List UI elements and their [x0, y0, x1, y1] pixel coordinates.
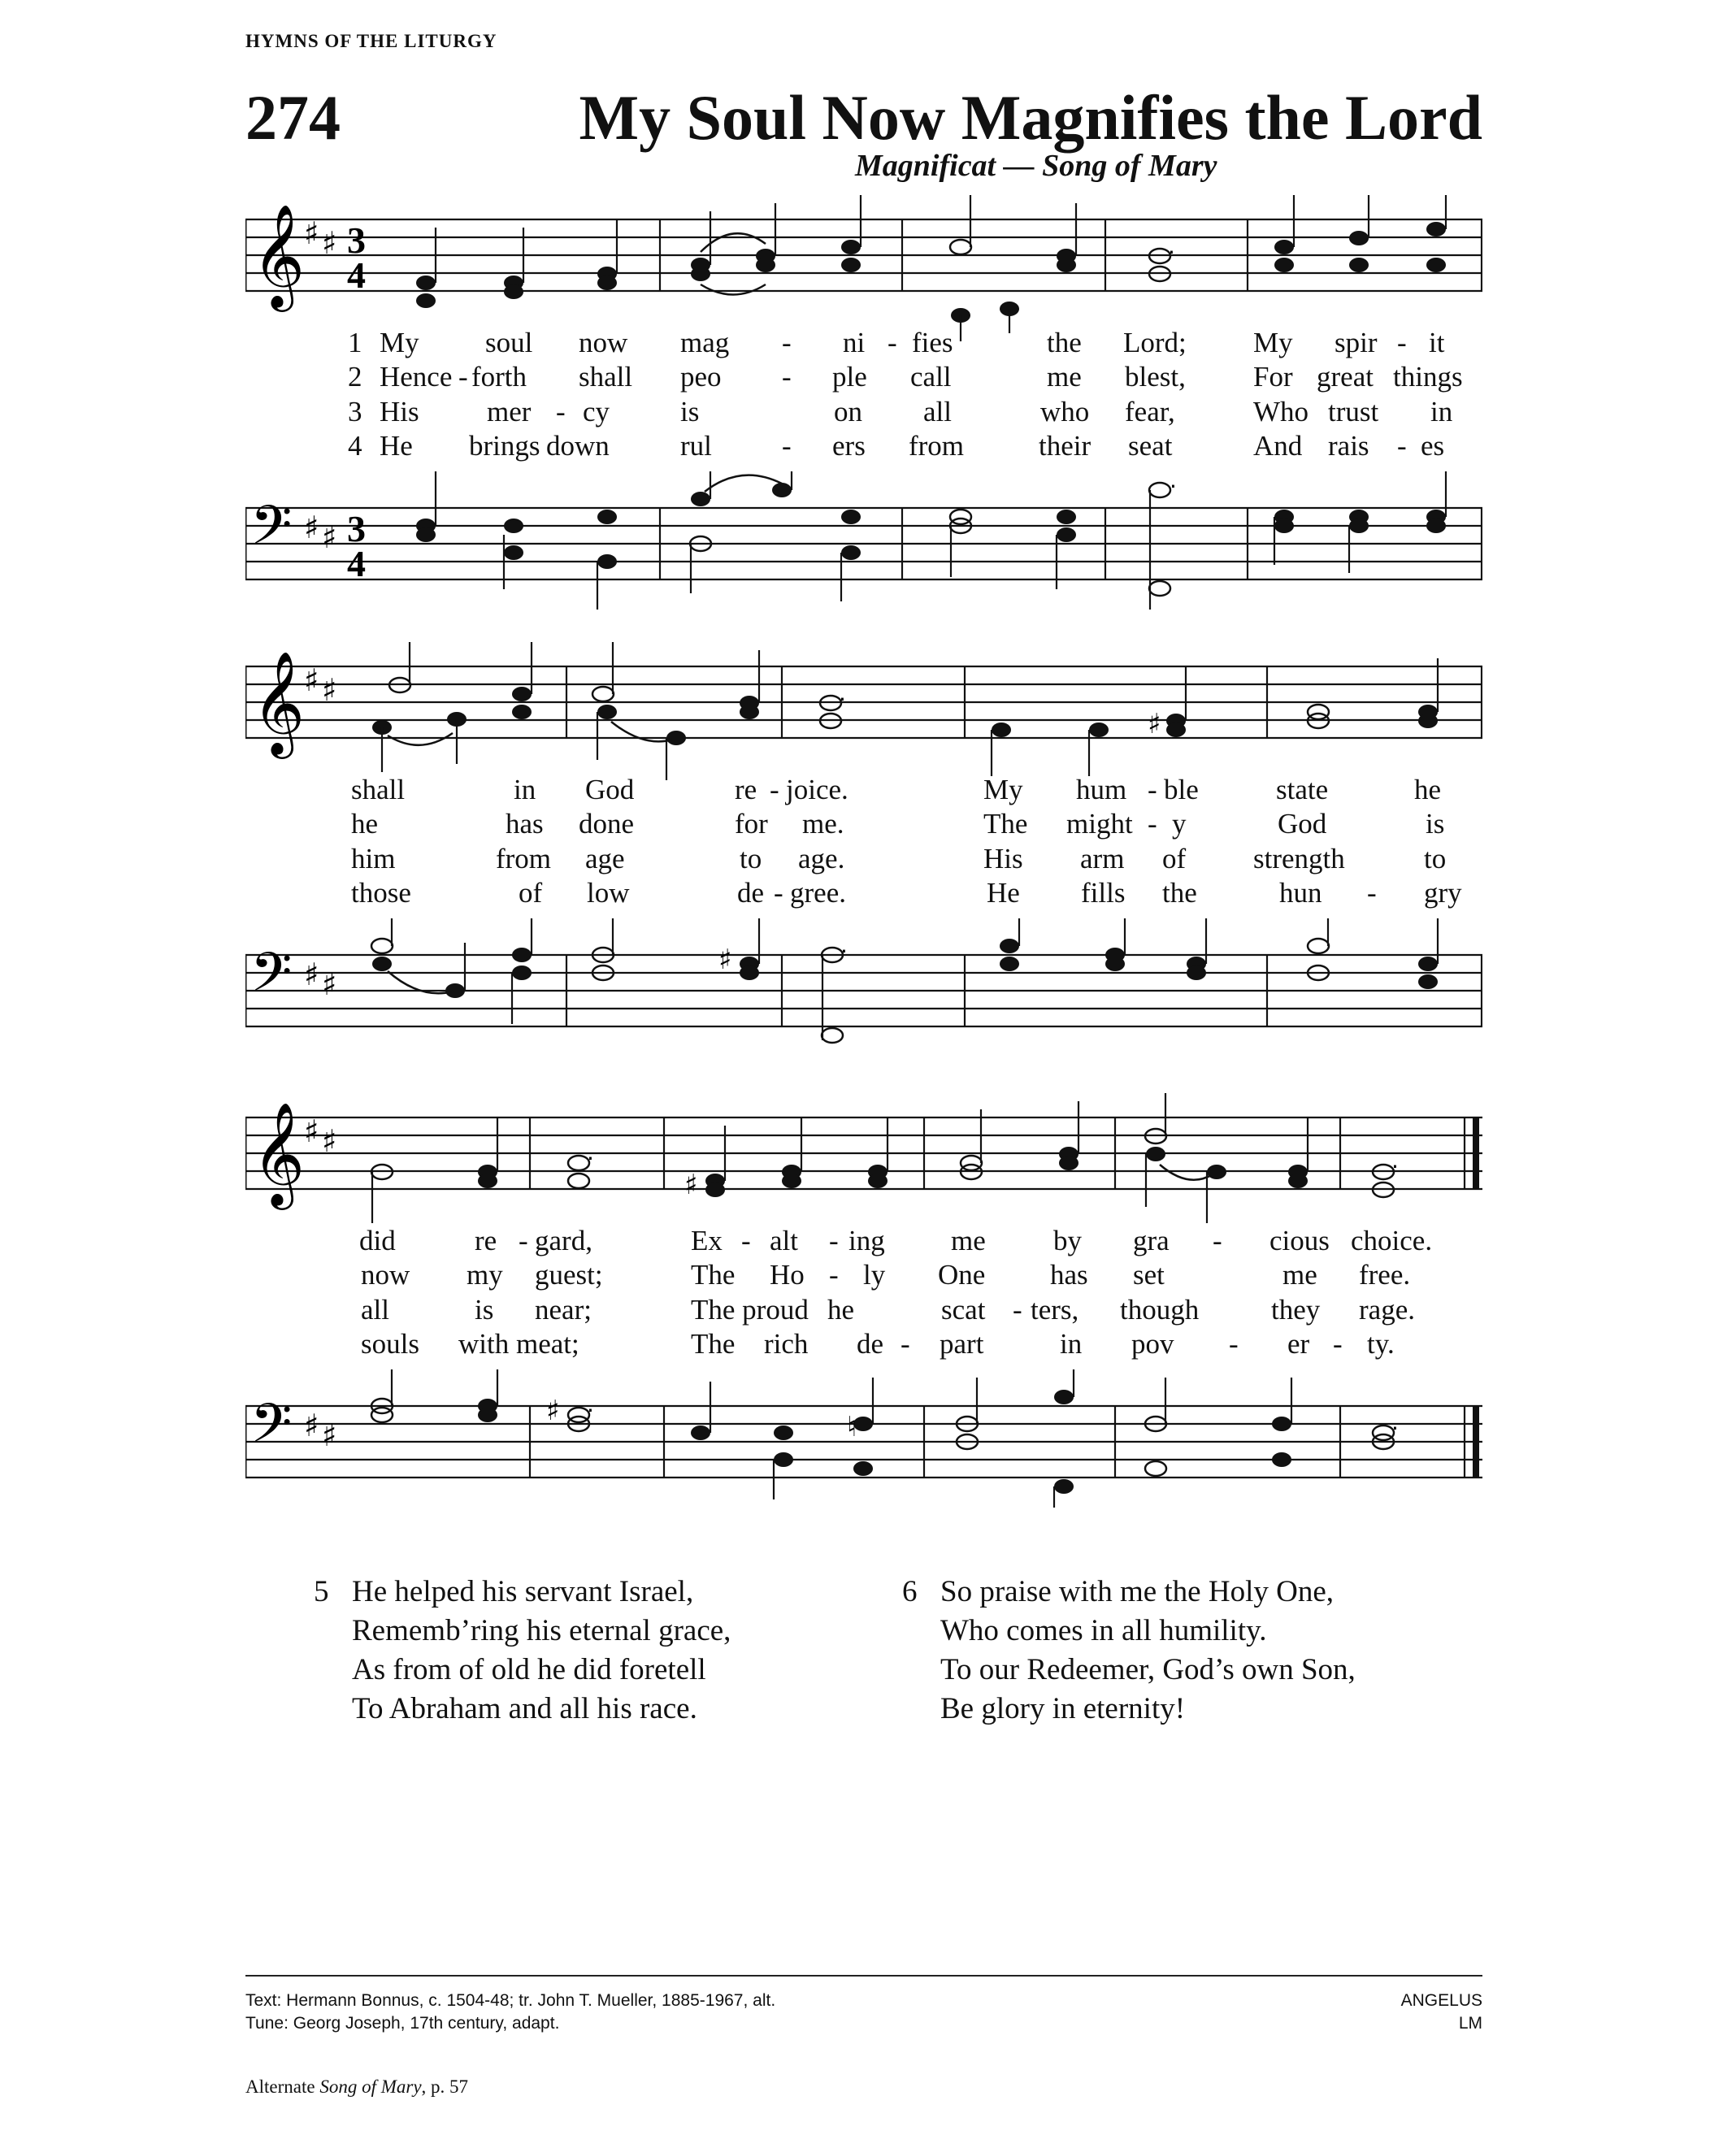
lyric-syllable: set [1133, 1259, 1165, 1291]
lyric-line [245, 1225, 1482, 1261]
svg-text:♯: ♯ [322, 1123, 337, 1159]
svg-text:♯: ♯ [322, 1417, 337, 1453]
svg-text:·: · [1170, 473, 1177, 500]
music-system-3 [245, 1093, 1482, 1508]
svg-text:4: 4 [347, 254, 366, 296]
lyric-syllable: My [380, 327, 419, 358]
svg-text:♯: ♯ [322, 519, 337, 555]
lyric-syllable: pov [1131, 1328, 1174, 1360]
lyric-syllable: blest, [1125, 361, 1186, 393]
lyric-syllable: ers [832, 430, 866, 462]
verse-number: 4 [348, 430, 362, 462]
stanza-line: So praise with me the Holy One, [940, 1575, 1334, 1608]
svg-text:♯: ♯ [304, 1408, 319, 1443]
lyric-line [245, 877, 1482, 913]
svg-text:·: · [587, 1397, 594, 1424]
lyric-syllable: brings [469, 430, 540, 462]
lyric-syllable: who [1040, 396, 1090, 427]
lyric-syllable: on [834, 396, 862, 427]
stanza-number: 6 [902, 1575, 918, 1608]
lyric-syllable: y [1172, 808, 1187, 840]
lyric-syllable: he [1414, 774, 1442, 805]
lyric-syllable: ble [1164, 774, 1199, 805]
lyric-syllable: gree. [790, 877, 846, 909]
hymn-subtitle: Magnificat — Song of Mary [855, 149, 1217, 183]
lyric-syllable: - [1397, 430, 1407, 462]
lyric-syllable: - [829, 1259, 839, 1291]
lyric-syllable: ters, [1031, 1294, 1079, 1326]
lyric-line [245, 843, 1482, 879]
lyric-syllable: - [556, 396, 566, 427]
lyric-syllable: The [983, 808, 1028, 840]
lyric-syllable: fear, [1125, 396, 1175, 427]
lyric-line [245, 1294, 1482, 1330]
lyric-syllable: me [1282, 1259, 1317, 1291]
lyric-syllable: His [380, 396, 419, 427]
alternate-prefix: Alternate [245, 2076, 315, 2097]
lyric-syllable: things [1393, 361, 1463, 393]
lyric-syllable: choice. [1351, 1225, 1433, 1256]
lyric-syllable: is [680, 396, 700, 427]
lyric-syllable: mag [680, 327, 730, 358]
lyric-syllable: - [1213, 1225, 1222, 1256]
bass-staff-1 [245, 471, 1482, 610]
lyric-syllable: - [1367, 877, 1377, 909]
lyric-syllable: rich [764, 1328, 809, 1360]
lyric-syllable: trust [1328, 396, 1379, 427]
lyric-syllable: to [1424, 843, 1447, 874]
lyric-syllable: done [579, 808, 635, 840]
lyric-syllable: with meat; [458, 1328, 579, 1360]
lyric-syllable: state [1276, 774, 1329, 805]
svg-text:3: 3 [347, 508, 366, 549]
svg-text:♯: ♯ [304, 957, 319, 992]
svg-text:♯: ♯ [304, 510, 319, 545]
lyric-syllable: of [519, 877, 543, 909]
lyric-syllable: he [351, 808, 379, 840]
lyric-syllable: He [380, 430, 413, 462]
verse-number: 1 [348, 327, 362, 358]
lyric-syllable: rais [1328, 430, 1369, 462]
verse-number: 2 [348, 361, 362, 393]
lyric-syllable: low [587, 877, 630, 909]
lyric-syllable: - [888, 327, 897, 358]
svg-text:♯: ♯ [684, 1169, 698, 1201]
lyric-syllable: for [735, 808, 768, 840]
lyric-syllable: to [740, 843, 762, 874]
lyric-syllable: though [1120, 1294, 1200, 1326]
svg-text:𝄢: 𝄢 [250, 494, 293, 570]
svg-text:♯: ♯ [322, 225, 337, 261]
svg-text:·: · [840, 938, 848, 965]
lyric-syllable: His [983, 843, 1023, 874]
lyric-line [245, 808, 1482, 844]
lyric-syllable: God [585, 774, 635, 805]
stanza-line: Rememb’ring his eternal grace, [352, 1614, 731, 1647]
lyric-syllable: those [351, 877, 411, 909]
svg-text:3: 3 [347, 219, 366, 261]
lyric-syllable: The [691, 1328, 736, 1360]
svg-text:♮: ♮ [847, 1411, 857, 1443]
lyric-syllable: - [1397, 327, 1407, 358]
lyric-line [245, 1259, 1482, 1295]
lyric-syllable: The [691, 1259, 736, 1291]
svg-text:♯: ♯ [304, 662, 319, 698]
lyric-syllable: Who [1253, 396, 1309, 427]
lyric-syllable: by [1053, 1225, 1082, 1256]
svg-text:𝄞: 𝄞 [252, 203, 306, 307]
lyric-syllable: ly [863, 1259, 886, 1291]
lyric-syllable: forth [471, 361, 527, 393]
lyric-syllable: in [514, 774, 536, 805]
bass-staff-2 [245, 918, 1482, 1057]
stanza-6 [902, 1573, 1356, 1729]
lyric-syllable: me. [802, 808, 844, 840]
svg-text:♯: ♯ [1148, 708, 1161, 740]
lyric-syllable: gard, [535, 1225, 592, 1256]
lyric-syllable: - [1013, 1294, 1022, 1326]
lyric-syllable: cious [1269, 1225, 1330, 1256]
stanza-5 [314, 1573, 731, 1729]
lyric-syllable: all [361, 1294, 389, 1326]
lyric-syllable: from [496, 843, 552, 874]
tune-name: ANGELUS [1400, 1991, 1482, 2010]
lyric-syllable: me [951, 1225, 986, 1256]
stanza-number: 5 [314, 1575, 329, 1608]
lyric-syllable: arm [1080, 843, 1125, 874]
lyric-line [245, 774, 1482, 809]
lyric-syllable: is [1426, 808, 1445, 840]
svg-text:♯: ♯ [322, 672, 337, 708]
lyric-syllable: their [1039, 430, 1092, 462]
lyric-line [245, 430, 1482, 466]
lyric-syllable: - [782, 430, 792, 462]
lyric-syllable: they [1271, 1294, 1321, 1326]
footer-rule [245, 1975, 1482, 1977]
lyric-syllable: me [1047, 361, 1082, 393]
lyric-syllable: shall [579, 361, 633, 393]
lyric-syllable: ple [832, 361, 867, 393]
svg-text:4: 4 [347, 543, 366, 584]
lyric-syllable: did [359, 1225, 396, 1256]
lyric-syllable: free. [1359, 1259, 1411, 1291]
lyric-syllable: fies [912, 327, 953, 358]
lyric-syllable: near; [535, 1294, 592, 1326]
lyric-syllable: age [585, 843, 625, 874]
lyric-syllable: it [1429, 327, 1445, 358]
lyric-syllable: ing [848, 1225, 885, 1256]
lyric-syllable: in [1430, 396, 1453, 427]
lyric-syllable: hun [1279, 877, 1322, 909]
lyric-syllable: One [938, 1259, 986, 1291]
svg-text:·: · [1168, 239, 1175, 266]
alternate-reference [245, 2076, 468, 2098]
hymn-title: My Soul Now Magnifies the Lord [579, 82, 1482, 153]
lyric-syllable: seat [1128, 430, 1173, 462]
lyric-syllable: scat [941, 1294, 986, 1326]
lyric-syllable: gra [1133, 1225, 1170, 1256]
svg-text:♯: ♯ [546, 1395, 560, 1427]
lyric-syllable: Lord; [1123, 327, 1187, 358]
lyric-syllable: shall [351, 774, 406, 805]
lyric-syllable: strength [1253, 843, 1345, 874]
lyric-syllable: - [770, 774, 779, 805]
svg-text:♯: ♯ [304, 1113, 319, 1149]
lyric-syllable: guest; [535, 1259, 603, 1291]
lyric-syllable: fills [1081, 877, 1126, 909]
lyric-syllable: - [741, 1225, 751, 1256]
lyric-syllable: re [475, 1225, 497, 1256]
lyric-syllable: - [1229, 1328, 1239, 1360]
lyric-syllable: from [909, 430, 965, 462]
lyric-syllable: de [737, 877, 765, 909]
lyric-syllable: ty. [1367, 1328, 1395, 1360]
bass-staff-3 [245, 1369, 1482, 1508]
svg-text:𝄞: 𝄞 [252, 650, 306, 754]
lyric-syllable: gry [1424, 877, 1462, 909]
lyric-syllable: My [983, 774, 1023, 805]
svg-text:·: · [839, 686, 846, 713]
lyric-syllable: might [1066, 808, 1133, 840]
lyric-syllable: soul [485, 327, 533, 358]
lyric-syllable: now [361, 1259, 410, 1291]
lyric-syllable: cy [583, 396, 610, 427]
tune-credit: Tune: Georg Joseph, 17th century, adapt. [245, 2014, 560, 2033]
lyric-syllable: - [519, 1225, 528, 1256]
lyric-syllable: now [579, 327, 628, 358]
lyric-syllable: down [546, 430, 610, 462]
lyric-syllable: The proud [691, 1294, 809, 1326]
lyric-syllable: ni [843, 327, 866, 358]
svg-text:𝄞: 𝄞 [252, 1101, 306, 1205]
lyric-syllable: him [351, 843, 396, 874]
music-system-1 [245, 195, 1482, 610]
meter: LM [1458, 2014, 1482, 2033]
lyric-syllable: For [1253, 361, 1293, 393]
lyric-syllable: souls [361, 1328, 419, 1360]
stanza-line: To our Redeemer, God’s own Son, [940, 1653, 1356, 1686]
svg-text:·: · [587, 1145, 594, 1172]
lyric-syllable: Ho [770, 1259, 805, 1291]
svg-text:♯: ♯ [304, 215, 319, 251]
stanza-line: As from of old he did foretell [352, 1653, 706, 1686]
section-heading: HYMNS OF THE LITURGY [245, 31, 497, 51]
lyric-syllable: rul [680, 430, 712, 462]
lyric-syllable: My [1253, 327, 1293, 358]
lyric-syllable: And [1253, 430, 1303, 462]
lyric-syllable: Ex [691, 1225, 723, 1256]
lyric-syllable: - [458, 361, 468, 393]
verse-number: 3 [348, 396, 362, 427]
text-credit: Text: Hermann Bonnus, c. 1504-48; tr. John T. Mueller, 1885-1967, alt. [245, 1991, 776, 2010]
svg-text:·: · [1391, 1153, 1399, 1180]
lyric-syllable: - [901, 1328, 910, 1360]
lyric-syllable: God [1278, 808, 1327, 840]
stanza-line: Be glory in eternity! [940, 1692, 1186, 1725]
music-system-2 [245, 642, 1482, 1057]
lyric-syllable: er [1287, 1328, 1310, 1360]
lyric-syllable: call [910, 361, 952, 393]
lyric-syllable: hum [1076, 774, 1127, 805]
lyric-syllable: of [1162, 843, 1187, 874]
svg-text:𝄢: 𝄢 [250, 941, 293, 1017]
lyric-syllable: joice. [786, 774, 848, 805]
lyric-syllable: he [827, 1294, 855, 1326]
alternate-title: Song of Mary [319, 2076, 422, 2097]
lyric-syllable: in [1060, 1328, 1083, 1360]
lyric-syllable: es [1421, 430, 1445, 462]
lyric-syllable: - [782, 361, 792, 393]
lyric-syllable: great [1317, 361, 1374, 393]
alternate-page: , p. 57 [421, 2076, 469, 2097]
lyric-syllable: spir [1335, 327, 1378, 358]
lyric-syllable: age. [798, 843, 845, 874]
lyric-syllable: rage. [1359, 1294, 1415, 1326]
lyric-syllable: re [735, 774, 757, 805]
lyric-syllable: - [774, 877, 783, 909]
svg-text:·: · [1391, 1415, 1399, 1442]
lyric-line [245, 361, 1482, 397]
hymn-number: 274 [245, 82, 341, 153]
lyric-syllable: de [857, 1328, 884, 1360]
lyric-syllable: the [1047, 327, 1082, 358]
lyric-syllable: is [475, 1294, 494, 1326]
lyric-syllable: has [1050, 1259, 1088, 1291]
lyric-syllable: mer [487, 396, 532, 427]
lyric-syllable: - [1333, 1328, 1343, 1360]
lyric-syllable: the [1162, 877, 1197, 909]
lyric-syllable: has [506, 808, 544, 840]
lyric-syllable: part [940, 1328, 984, 1360]
svg-text:♯: ♯ [322, 966, 337, 1002]
lyric-syllable: - [782, 327, 792, 358]
svg-text:♯: ♯ [718, 944, 732, 976]
lyric-syllable: Hence [380, 361, 453, 393]
lyric-line [245, 327, 1482, 362]
lyric-syllable: all [923, 396, 952, 427]
stanza-line: To Abraham and all his race. [352, 1692, 697, 1725]
lyric-line [245, 1328, 1482, 1364]
lyric-syllable: - [1148, 774, 1157, 805]
svg-text:𝄢: 𝄢 [250, 1392, 293, 1468]
stanza-line: He helped his servant Israel, [352, 1575, 694, 1608]
stanza-line: Who comes in all humility. [940, 1614, 1267, 1647]
lyric-syllable: He [987, 877, 1020, 909]
lyric-line [245, 396, 1482, 432]
lyric-syllable: - [829, 1225, 839, 1256]
lyric-syllable: alt [770, 1225, 798, 1256]
lyric-syllable: - [1148, 808, 1157, 840]
lyric-syllable: peo [680, 361, 722, 393]
lyric-syllable: my [467, 1259, 503, 1291]
